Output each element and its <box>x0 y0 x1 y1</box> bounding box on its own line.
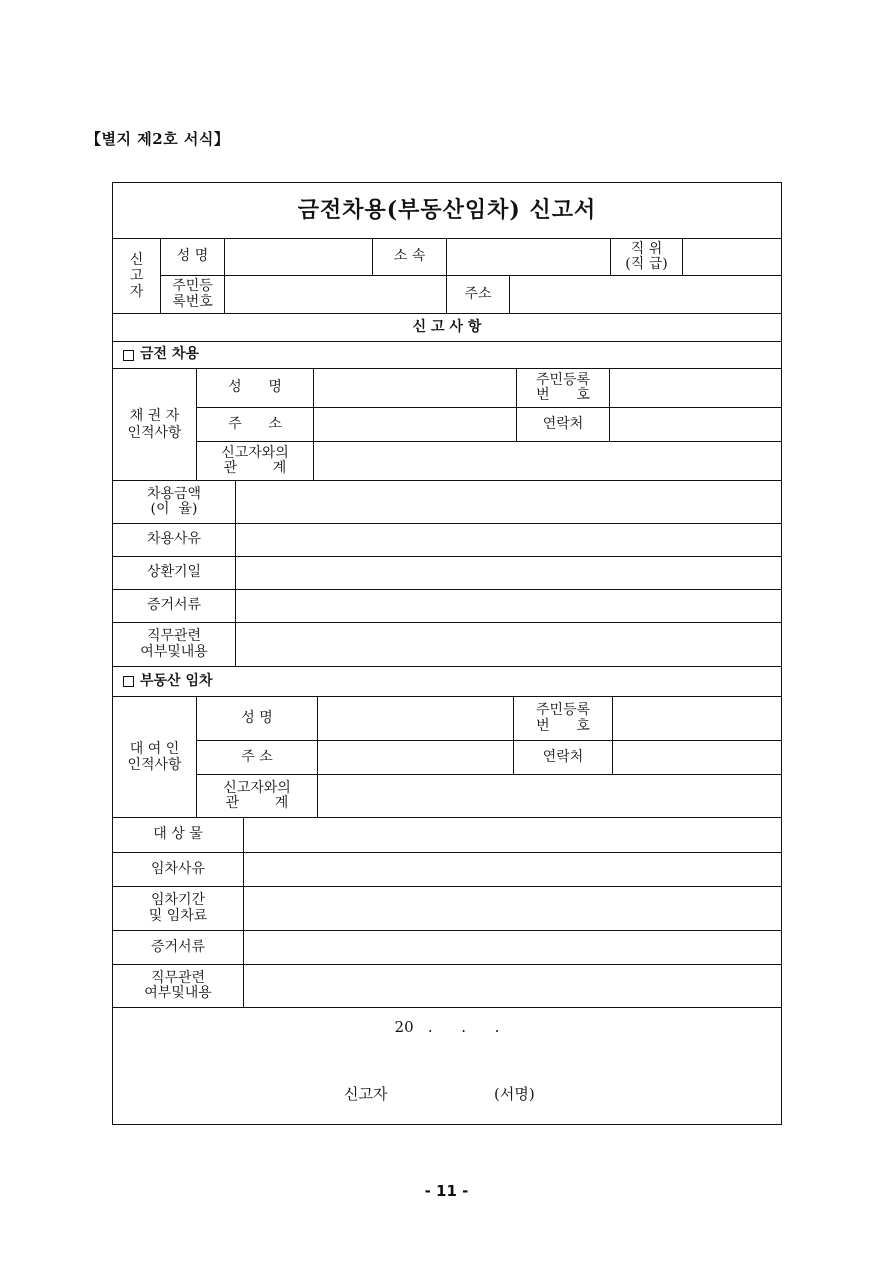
lease-reason-field[interactable] <box>243 853 781 886</box>
reporter-row-2 <box>113 276 781 314</box>
lease-evidence-row <box>113 931 781 965</box>
reporter-affiliation-field[interactable] <box>446 239 610 275</box>
lease-duty-label: 직무관련 여부및내용 <box>144 969 212 1001</box>
loan-checkbox[interactable] <box>123 350 134 361</box>
creditor-row-3 <box>113 442 781 481</box>
loan-evidence-field[interactable] <box>235 590 781 622</box>
creditor-resident-no-label: 주민등록 번 호 <box>516 369 609 407</box>
lessor-relation-field[interactable] <box>317 775 781 817</box>
lessor-relation-label: 신고자와의 관 계 <box>196 775 317 817</box>
report-items-label: 신 고 사 항 <box>412 318 482 335</box>
lease-object-label: 대 상 물 <box>153 826 203 843</box>
creditor-address-field[interactable] <box>313 408 516 441</box>
lessor-row-2 <box>113 741 781 775</box>
reporter-name-label: 성 명 <box>160 239 224 275</box>
creditor-address-label: 주 소 <box>196 408 313 441</box>
creditor-resident-no-field[interactable] <box>609 369 781 407</box>
lessor-resident-no-label: 주민등록 번 호 <box>513 697 612 740</box>
lessor-name-label: 성 명 <box>196 697 317 740</box>
loan-duty-label: 직무관련 여부및내용 <box>140 628 208 660</box>
lease-duty-field[interactable] <box>243 965 781 1007</box>
loan-amount-field[interactable] <box>235 481 781 523</box>
reporter-position-label: 직 위 (직 급) <box>610 239 682 275</box>
reporter-sign-label: 신고자 <box>344 1085 388 1103</box>
lessor-group-label: 대 여 인 인적사항 <box>113 697 197 818</box>
loan-section-header[interactable] <box>113 342 781 368</box>
lease-section-label: 부동산 임차 <box>140 672 213 689</box>
loan-section-label: 금전 차용 <box>140 346 199 363</box>
lessor-row-1 <box>113 697 781 741</box>
title-row <box>113 183 781 239</box>
loan-reason-field[interactable] <box>235 524 781 556</box>
lease-duty-row <box>113 965 781 1008</box>
repay-date-field[interactable] <box>235 557 781 589</box>
creditor-row-2 <box>113 408 781 442</box>
loan-amount-label: 차용금액 (이 율) <box>146 485 202 517</box>
lessor-row-3 <box>113 775 781 818</box>
lease-checkbox[interactable] <box>123 676 134 687</box>
lessor-address-field[interactable] <box>317 741 513 774</box>
loan-evidence-row <box>113 590 781 623</box>
reporter-group-label: 신 고 자 <box>113 239 161 314</box>
lease-period-row <box>113 887 781 931</box>
report-form <box>112 182 782 1125</box>
loan-evidence-label: 증거서류 <box>146 597 202 614</box>
lease-reason-label: 임차사유 <box>150 860 206 877</box>
creditor-row-1 <box>113 369 781 408</box>
reporter-resident-no-label: 주민등 록번호 <box>160 276 224 313</box>
signature-label[interactable]: (서명) <box>494 1085 535 1103</box>
reporter-name-field[interactable] <box>224 239 372 275</box>
loan-duty-row <box>113 623 781 667</box>
loan-section-row <box>113 342 781 369</box>
reporter-row-1 <box>113 239 781 276</box>
report-date[interactable]: 20 . . . <box>394 1018 500 1036</box>
loan-amount-row <box>113 481 781 524</box>
creditor-contact-label: 연락처 <box>516 408 609 441</box>
page-number: - 11 - <box>424 1182 469 1200</box>
repay-date-label: 상환기일 <box>146 564 202 581</box>
loan-duty-field[interactable] <box>235 623 781 666</box>
form-title: 금전차용(부동산임차) 신고서 <box>297 197 597 224</box>
lease-period-field[interactable] <box>243 887 781 930</box>
creditor-group-label: 채 권 자 인적사항 <box>113 369 197 481</box>
report-items-row <box>113 314 781 342</box>
loan-reason-row <box>113 524 781 557</box>
lessor-resident-no-field[interactable] <box>612 697 781 740</box>
reporter-affiliation-label: 소 속 <box>372 239 446 275</box>
lease-period-label: 임차기간 및 임차료 <box>148 892 208 924</box>
reporter-address-field[interactable] <box>509 276 781 313</box>
lease-evidence-field[interactable] <box>243 931 781 964</box>
lease-object-row <box>113 818 781 853</box>
reporter-position-field[interactable] <box>682 239 781 275</box>
lessor-name-field[interactable] <box>317 697 513 740</box>
lessor-contact-label: 연락처 <box>513 741 612 774</box>
lease-reason-row <box>113 853 781 887</box>
lease-evidence-label: 증거서류 <box>150 938 206 955</box>
lessor-contact-field[interactable] <box>612 741 781 774</box>
creditor-name-label: 성 명 <box>196 369 313 407</box>
lease-section-row <box>113 667 781 697</box>
lease-object-field[interactable] <box>243 818 781 852</box>
reporter-resident-no-field[interactable] <box>224 276 446 313</box>
reporter-address-label: 주소 <box>446 276 509 313</box>
lessor-address-label: 주 소 <box>196 741 317 774</box>
repay-date-row <box>113 557 781 590</box>
creditor-relation-label: 신고자와의 관 계 <box>196 442 313 480</box>
form-number-label: 【별지 제2호 서식】 <box>86 130 230 148</box>
lease-section-header[interactable] <box>113 667 781 696</box>
creditor-name-field[interactable] <box>313 369 516 407</box>
loan-reason-label: 차용사유 <box>146 531 202 548</box>
creditor-relation-field[interactable] <box>313 442 781 480</box>
creditor-contact-field[interactable] <box>609 408 781 441</box>
